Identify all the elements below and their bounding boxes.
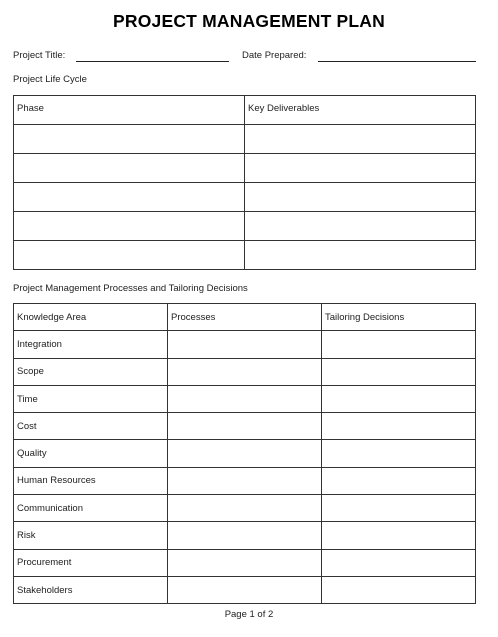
table-row	[14, 440, 476, 467]
table-row	[14, 549, 476, 576]
life-cycle-table	[13, 95, 476, 270]
table-row	[14, 154, 476, 183]
phase-cell[interactable]	[14, 212, 245, 241]
table-row	[14, 467, 476, 494]
phase-cell[interactable]	[14, 183, 245, 212]
table-row	[14, 358, 476, 385]
knowledge-area-cell: Procurement	[14, 549, 168, 576]
tailoring-decisions-cell[interactable]	[322, 385, 476, 412]
key-deliverables-cell[interactable]	[245, 241, 476, 270]
processes-cell[interactable]	[168, 413, 322, 440]
key-deliverables-cell[interactable]	[245, 183, 476, 212]
table-row	[14, 495, 476, 522]
tailoring-decisions-cell[interactable]	[322, 440, 476, 467]
processes-cell[interactable]	[168, 467, 322, 494]
table-row	[14, 125, 476, 154]
tailoring-decisions-cell[interactable]	[322, 576, 476, 603]
knowledge-area-cell: Time	[14, 385, 168, 412]
knowledge-area-cell: Human Resources	[14, 467, 168, 494]
table-row	[14, 385, 476, 412]
processes-cell[interactable]	[168, 522, 322, 549]
processes-cell[interactable]	[168, 495, 322, 522]
knowledge-area-column-header: Knowledge Area	[14, 304, 168, 331]
knowledge-area-cell: Risk	[14, 522, 168, 549]
phase-column-header: Phase	[14, 96, 245, 125]
processes-cell[interactable]	[168, 549, 322, 576]
tailoring-decisions-cell[interactable]	[322, 331, 476, 358]
tailoring-decisions-cell[interactable]	[322, 467, 476, 494]
table-row	[14, 331, 476, 358]
processes-section-label: Project Management Processes and Tailoring Decisions	[13, 283, 248, 294]
knowledge-area-cell: Stakeholders	[14, 576, 168, 603]
date-prepared-field[interactable]	[318, 61, 476, 62]
life-cycle-header-row	[14, 96, 476, 125]
knowledge-area-cell: Quality	[14, 440, 168, 467]
table-row	[14, 212, 476, 241]
knowledge-area-cell: Scope	[14, 358, 168, 385]
date-prepared-label: Date Prepared:	[242, 50, 307, 61]
key-deliverables-cell[interactable]	[245, 212, 476, 241]
table-row	[14, 183, 476, 212]
knowledge-area-cell: Cost	[14, 413, 168, 440]
tailoring-decisions-column-header: Tailoring Decisions	[322, 304, 476, 331]
phase-cell[interactable]	[14, 154, 245, 183]
processes-column-header: Processes	[168, 304, 322, 331]
tailoring-decisions-cell[interactable]	[322, 522, 476, 549]
page-number: Page 1 of 2	[224, 609, 274, 620]
project-title-field[interactable]	[76, 61, 229, 62]
processes-table	[13, 303, 476, 604]
key-deliverables-cell[interactable]	[245, 154, 476, 183]
key-deliverables-column-header: Key Deliverables	[245, 96, 476, 125]
processes-cell[interactable]	[168, 576, 322, 603]
life-cycle-section-label: Project Life Cycle	[13, 74, 87, 85]
knowledge-area-cell: Integration	[14, 331, 168, 358]
processes-cell[interactable]	[168, 440, 322, 467]
knowledge-area-cell: Communication	[14, 495, 168, 522]
key-deliverables-cell[interactable]	[245, 125, 476, 154]
table-row	[14, 522, 476, 549]
tailoring-decisions-cell[interactable]	[322, 358, 476, 385]
document-title: PROJECT MANAGEMENT PLAN	[113, 11, 385, 31]
processes-cell[interactable]	[168, 331, 322, 358]
tailoring-decisions-cell[interactable]	[322, 495, 476, 522]
processes-header-row	[14, 304, 476, 331]
phase-cell[interactable]	[14, 125, 245, 154]
table-row	[14, 576, 476, 603]
processes-cell[interactable]	[168, 385, 322, 412]
phase-cell[interactable]	[14, 241, 245, 270]
tailoring-decisions-cell[interactable]	[322, 549, 476, 576]
table-row	[14, 241, 476, 270]
tailoring-decisions-cell[interactable]	[322, 413, 476, 440]
processes-cell[interactable]	[168, 358, 322, 385]
project-title-label: Project Title:	[13, 50, 66, 61]
table-row	[14, 413, 476, 440]
